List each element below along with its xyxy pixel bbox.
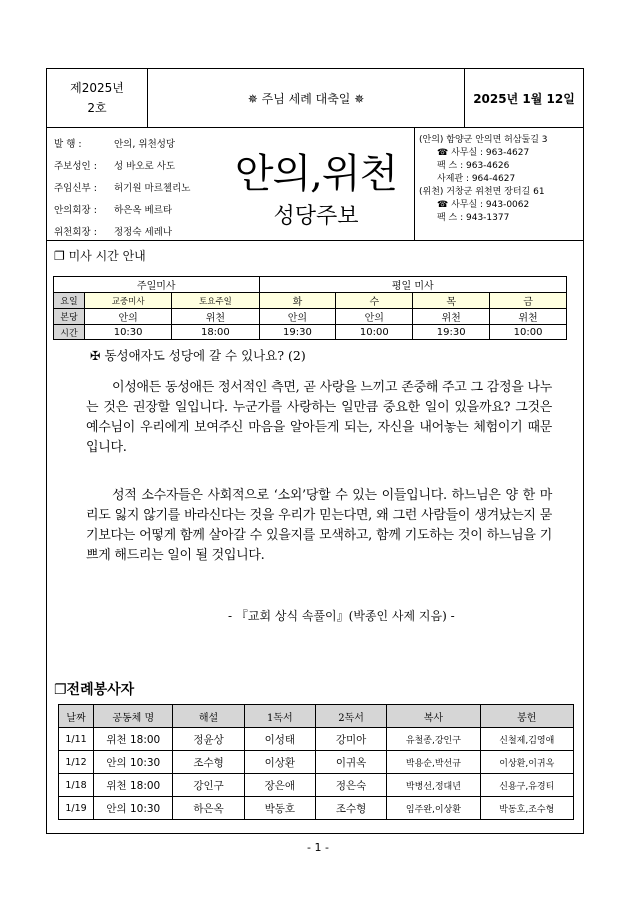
servers-cell: 박병선,정대년 <box>387 774 480 797</box>
mass-parish: 위천 <box>413 309 490 325</box>
staff-list <box>54 134 190 244</box>
mass-time: 10:00 <box>490 325 567 340</box>
article-title: ✠ 동성애자도 성당에 갈 수 있나요? (2) <box>90 348 306 363</box>
staff-row <box>54 222 190 244</box>
row-label: 요일 <box>54 293 85 309</box>
contact-line: (위천) 거창군 위천면 장터길 61 <box>419 187 545 197</box>
mass-section-title: ❐ 미사 시간 안내 <box>54 249 146 263</box>
servers-header-cell: 복사 <box>387 705 480 728</box>
servers-header-cell: 봉헌 <box>480 705 573 728</box>
servers-cell: 이상환 <box>244 751 315 774</box>
mass-time: 19:30 <box>413 325 490 340</box>
table-row <box>59 751 574 774</box>
mass-schedule-table <box>53 276 567 340</box>
servers-header-cell: 공동체 명 <box>94 705 173 728</box>
sunday-mass-header: 주일미사 <box>54 277 260 293</box>
staff-row <box>54 134 190 156</box>
servers-cell: 1/12 <box>59 751 94 774</box>
article-paragraph-1: 이성애든 동성애든 정서적인 측면, 곧 사랑을 느끼고 존중해 주고 그 감정을 나누는 것은 권장할 일입니다. 누군가를 사랑하는 일만큼 중요한 일이 있을까요? 그것은 예수님이 우리에게 보여주신 마음을 알아듣게 되는, 자신을 내어놓는 체험이기 때문입니다. <box>86 380 552 455</box>
servers-cell: 안의 10:30 <box>94 751 173 774</box>
row-label: 시간 <box>54 325 85 340</box>
article-citation: - 『교회 상식 속풀이』(박종인 사제 지음) - <box>228 609 455 623</box>
servers-section-title: ❐전례봉사자 <box>54 682 135 698</box>
mass-parish: 안의 <box>336 309 413 325</box>
servers-cell: 안의 10:30 <box>94 797 173 820</box>
servers-cell: 박동호,조수형 <box>480 797 573 820</box>
liturgy-servers-table <box>58 704 574 820</box>
staff-role: 안의회장 : <box>54 205 97 216</box>
servers-cell: 강인구 <box>173 774 244 797</box>
servers-cell: 조수형 <box>173 751 244 774</box>
contact-line: 팩 스 : 963-4626 <box>437 161 510 171</box>
contact-line: 사제관 : 964-4627 <box>437 174 516 184</box>
servers-cell: 박동호 <box>244 797 315 820</box>
contact-line: 팩 스 : 943-1377 <box>437 213 510 223</box>
servers-cell: 이상환,이귀옥 <box>480 751 573 774</box>
staff-row <box>54 200 190 222</box>
mass-day: 목 <box>413 293 490 309</box>
mass-parish: 안의 <box>85 309 172 325</box>
mass-parish: 위천 <box>172 309 259 325</box>
table-row <box>59 797 574 820</box>
row-label: 본당 <box>54 309 85 325</box>
servers-cell: 조수형 <box>315 797 386 820</box>
table-row <box>59 774 574 797</box>
issue-box <box>47 69 148 127</box>
staff-role: 주보성인 : <box>54 161 97 172</box>
contact-line: (안의) 함양군 안의면 허삼둘길 3 <box>419 135 548 145</box>
mass-day: 금 <box>490 293 567 309</box>
contact-list <box>414 128 584 240</box>
servers-cell: 장은애 <box>244 774 315 797</box>
servers-header-cell: 2독서 <box>315 705 386 728</box>
servers-header-cell: 날짜 <box>59 705 94 728</box>
servers-cell: 신용구,유경티 <box>480 774 573 797</box>
mass-day: 토요주일 <box>172 293 259 309</box>
mass-time: 10:30 <box>85 325 172 340</box>
servers-cell: 임주완,이상환 <box>387 797 480 820</box>
bulletin-date: 2025년 1월 12일 <box>473 91 575 106</box>
staff-name: 하은옥 베르타 <box>114 205 173 216</box>
brand-title: 안의,위천 <box>234 151 398 197</box>
article-paragraph-2: 성적 소수자들은 사회적으로 ‘소외’당할 수 있는 이들입니다. 하느님은 양 한 마리도 잃지 않기를 바라신다는 것을 우리가 믿는다면, 왜 그런 사람들이 생겨났는지 묻기보다는 어떻게 함께 살아갈 수 있을지를 모색하고, 함께 기도하는 것이 하느님을 기쁘게 해드리는 일이 될 것입니다. <box>86 488 552 563</box>
mass-time: 19:30 <box>259 325 336 340</box>
mass-parish: 위천 <box>490 309 567 325</box>
mass-time: 10:00 <box>336 325 413 340</box>
servers-cell: 위천 18:00 <box>94 728 173 751</box>
contact-line: ☎ 사무실 : 963-4627 <box>437 148 530 158</box>
info-section <box>46 128 584 241</box>
page-number: - 1 - <box>307 841 329 854</box>
servers-cell: 정은숙 <box>315 774 386 797</box>
brand-block <box>221 142 411 230</box>
servers-cell: 이성태 <box>244 728 315 751</box>
mass-day: 수 <box>336 293 413 309</box>
staff-role: 발 행 : <box>54 139 82 150</box>
issue-year: 제2025년 <box>70 81 124 95</box>
staff-name: 안의, 위천성당 <box>114 139 176 150</box>
servers-cell: 유철종,강인구 <box>387 728 480 751</box>
staff-row <box>54 178 190 200</box>
mass-day: 화 <box>259 293 336 309</box>
staff-name: 허기원 마르첼리노 <box>114 183 191 194</box>
servers-cell: 박용순,박선규 <box>387 751 480 774</box>
mass-day: 교중미사 <box>85 293 172 309</box>
servers-cell: 위천 18:00 <box>94 774 173 797</box>
servers-cell: 신철제,김영애 <box>480 728 573 751</box>
mass-parish: 안의 <box>259 309 336 325</box>
servers-cell: 1/19 <box>59 797 94 820</box>
bulletin-header <box>46 68 584 128</box>
staff-role: 위천회장 : <box>54 227 97 238</box>
brand-subtitle: 성당주보 <box>273 204 359 229</box>
feast-title: ✵ 주님 세례 대축일 ✵ <box>148 69 465 127</box>
servers-cell: 정윤상 <box>173 728 244 751</box>
servers-cell: 하은옥 <box>173 797 244 820</box>
issue-number: 2호 <box>87 101 107 115</box>
staff-name: 정정숙 세레나 <box>114 227 173 238</box>
staff-role: 주임신부 : <box>54 183 97 194</box>
contact-line: ☎ 사무실 : 943-0062 <box>437 200 530 210</box>
servers-cell: 강미아 <box>315 728 386 751</box>
staff-row <box>54 156 190 178</box>
servers-cell: 이귀옥 <box>315 751 386 774</box>
servers-cell: 1/11 <box>59 728 94 751</box>
mass-time: 18:00 <box>172 325 259 340</box>
staff-name: 성 바오로 사도 <box>114 161 176 172</box>
servers-header-cell: 해설 <box>173 705 244 728</box>
weekday-mass-header: 평일 미사 <box>259 277 567 293</box>
servers-header-cell: 1독서 <box>244 705 315 728</box>
servers-cell: 1/18 <box>59 774 94 797</box>
table-row <box>59 728 574 751</box>
